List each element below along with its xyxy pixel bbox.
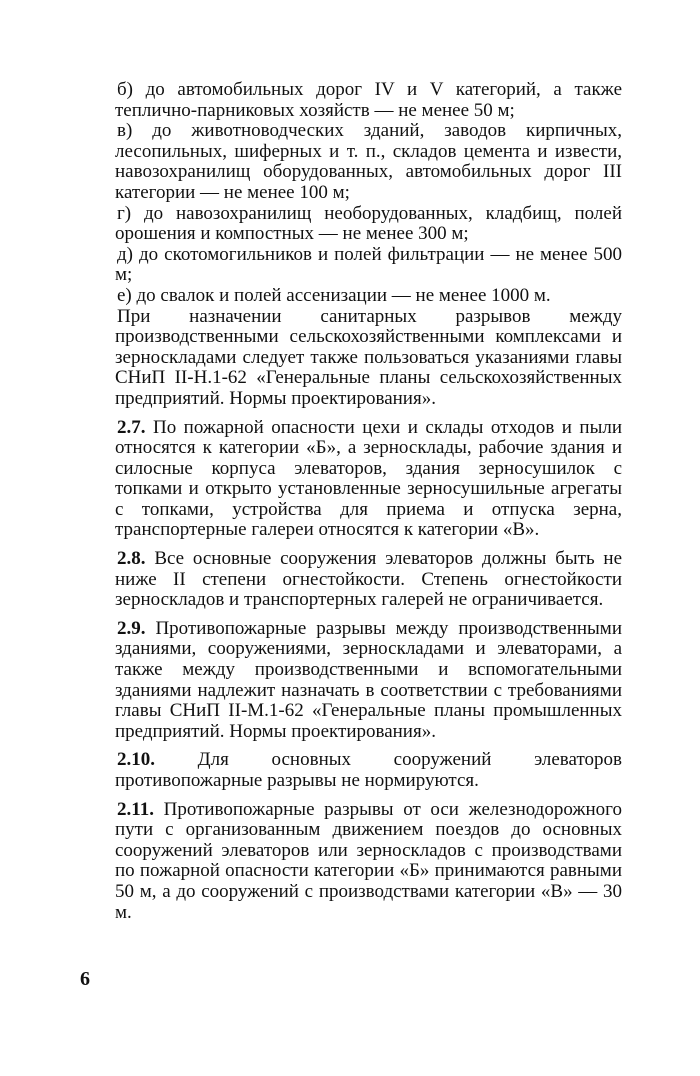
list-item-e: е) до свалок и полей ассенизации — не менее 1000 м. — [117, 284, 551, 306]
list-item-d: д) до скотомогильников и полей фильтрации — не менее 500 м; — [115, 243, 622, 286]
page-text — [115, 80, 622, 923]
clause-number: 2.11. — [117, 798, 154, 820]
clause-2-8 — [115, 549, 622, 611]
list-item-g: г) до навозохранилищ необорудованных, кладбищ, полей орошения и компостных — не менее 300 м; — [115, 202, 622, 245]
clause-2-7 — [115, 418, 622, 542]
clause-text: Противопожарные разрывы между производственными зданиями, сооружениями, зерноскладами и элеваторами, а также между производственными и вспомогательными зданиями надлежит назначать в соответствии с требованиями главы СНиП II-М.1-62 «Генеральные планы промышленных предприятий. Нормы проектирования». — [115, 617, 622, 742]
clause-2-10 — [115, 750, 622, 791]
list-item-v: в) до животноводческих зданий, заводов кирпичных, лесопильных, шиферных и т. п., складов цемента и извести, навозохранилищ оборудованных, автомобильных дорог III категории — не менее 100 м; — [115, 120, 622, 203]
clause-number: 2.7. — [117, 416, 146, 438]
list-item-b: б) до автомобильных дорог IV и V категорий, а также теплично-парниковых хозяйств — не менее 50 м; — [115, 79, 622, 121]
clause-2-9 — [115, 619, 622, 743]
note-paragraph: При назначении санитарных разрывов между производственными сельскохозяйственными комплексами и зерноскладами следует также пользоваться указаниями главы СНиП II-Н.1-62 «Генеральные планы сельскохозяйственных предприятий. Нормы проектирования». — [115, 305, 622, 409]
clause-number: 2.8. — [117, 548, 146, 570]
clause-text: Для основных сооружений элеваторов противопожарные разрывы не нормируются. — [115, 749, 622, 791]
clause-number: 2.9. — [117, 617, 146, 639]
clause-text: По пожарной опасности цехи и склады отходов и пыли относятся к категории «Б», а зерносклады, рабочие здания и силосные корпуса элеваторов, здания зерносушилок с топками и открыто установленные зерносушильные агрегаты с топками, устройства для приема и отпуска зерна, транспортерные галереи относятся к категории «В». — [115, 416, 623, 541]
clause-2-11 — [115, 800, 622, 924]
clause-number: 2.10. — [117, 749, 155, 771]
clause-text: Противопожарные разрывы от оси железнодорожного пути с организованным движением поездов до основных сооружений элеваторов или зерноскладов с производствами по пожарной опасности категории «Б» принимаются равными 50 м, а до сооружений с производствами категории «В» — 30 м. — [115, 798, 622, 923]
clause-text: Все основные сооружения элеваторов должны быть не ниже II степени огнестойкости. Степень огнестойкости зерноскладов и транспортерных галерей не ограничивается. — [115, 548, 623, 611]
page-number: 6 — [80, 968, 90, 990]
